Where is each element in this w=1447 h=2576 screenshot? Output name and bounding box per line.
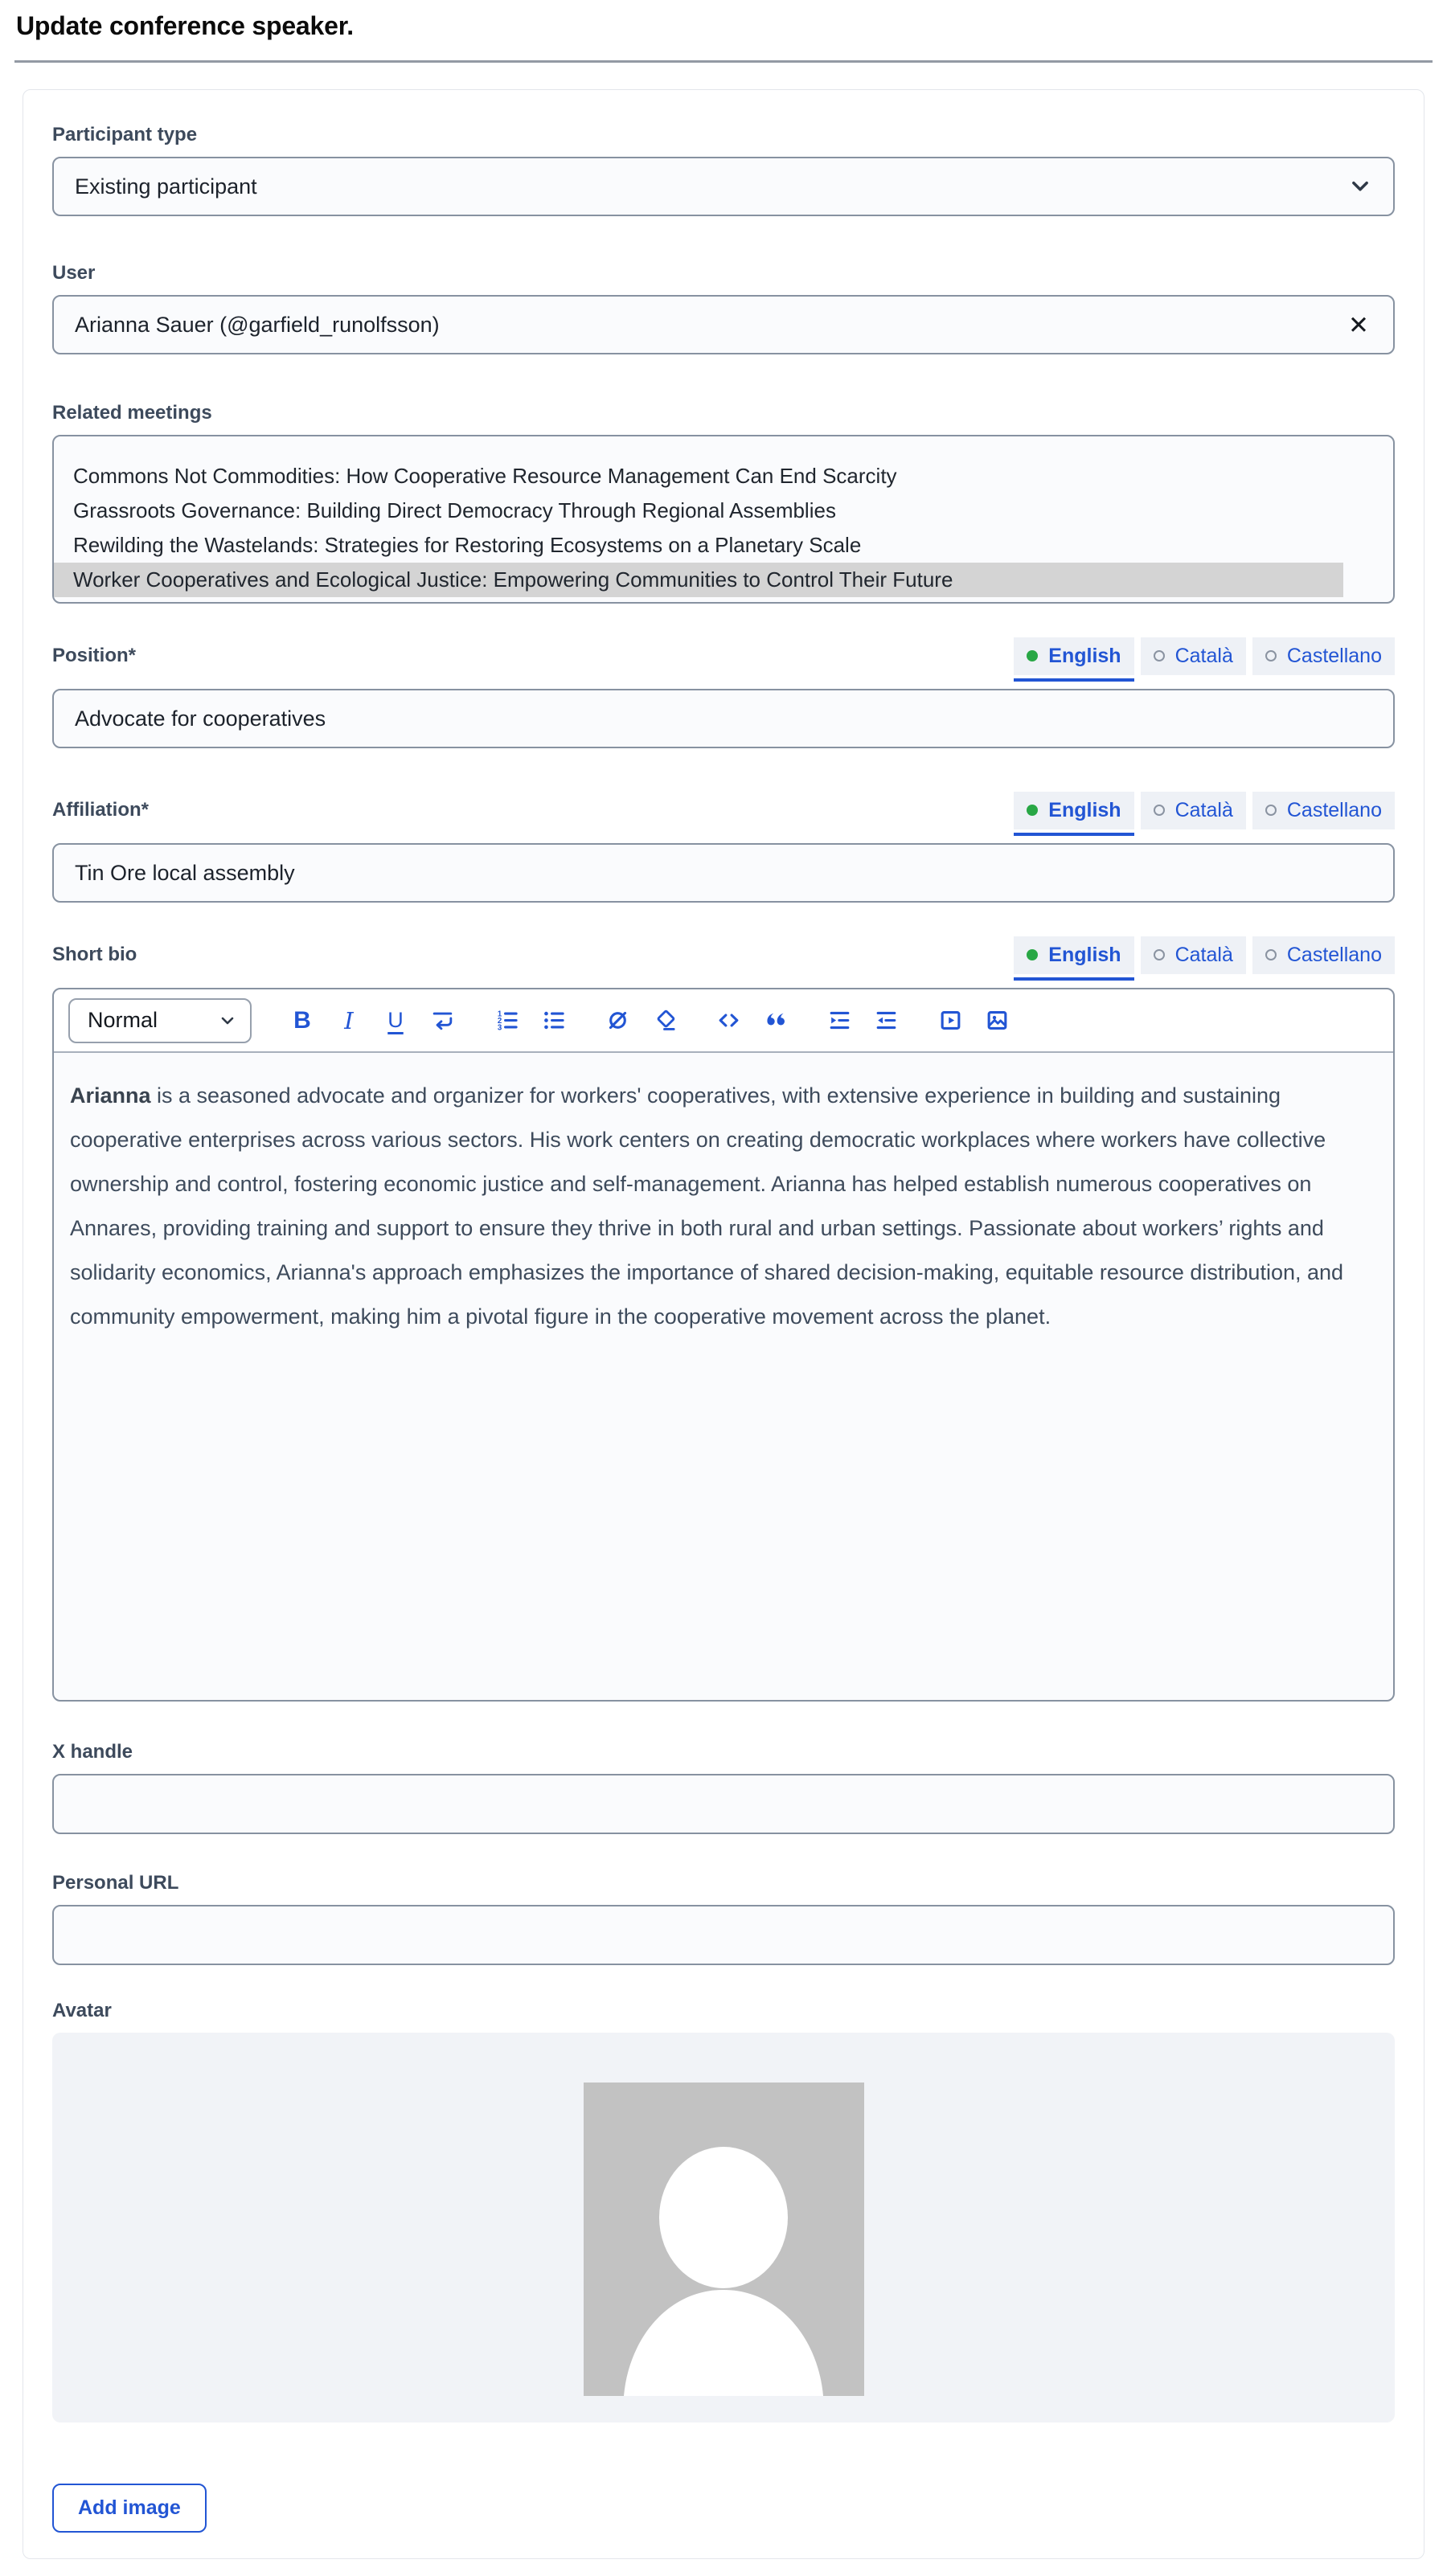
translated-dot-icon bbox=[1027, 650, 1038, 661]
meeting-option-selected[interactable]: Worker Cooperatives and Ecological Justice: Empowering Communities to Control Their Future bbox=[54, 563, 1343, 597]
untranslated-circle-icon bbox=[1154, 805, 1165, 816]
lang-tab-english[interactable] bbox=[1014, 792, 1133, 829]
title-divider bbox=[14, 60, 1433, 63]
code-block-icon[interactable] bbox=[715, 1005, 742, 1036]
participant-type-value: Existing participant bbox=[75, 174, 257, 199]
lang-tab-catala[interactable] bbox=[1141, 936, 1246, 974]
affiliation-input[interactable] bbox=[52, 843, 1395, 903]
unordered-list-icon[interactable] bbox=[539, 1005, 567, 1036]
toolbar-group-lists bbox=[493, 1005, 567, 1036]
toolbar-group-indent bbox=[826, 1005, 900, 1036]
italic-icon[interactable]: I bbox=[335, 1005, 363, 1036]
add-image-button[interactable]: Add image bbox=[52, 2484, 207, 2533]
video-embed-icon[interactable] bbox=[937, 1005, 964, 1036]
user-input[interactable] bbox=[52, 295, 1395, 354]
language-switcher bbox=[1014, 792, 1395, 829]
lang-tab-castellano[interactable] bbox=[1252, 936, 1395, 974]
chevron-down-icon bbox=[218, 1011, 237, 1030]
chevron-down-icon bbox=[1348, 174, 1372, 199]
lang-tab-catala[interactable] bbox=[1141, 792, 1246, 829]
participant-type-select[interactable] bbox=[52, 157, 1395, 216]
image-icon[interactable] bbox=[983, 1005, 1010, 1036]
lang-label: Català bbox=[1174, 798, 1233, 821]
untranslated-circle-icon bbox=[1265, 805, 1277, 816]
lang-label: English bbox=[1048, 943, 1121, 966]
indent-increase-icon[interactable] bbox=[826, 1005, 853, 1036]
position-input[interactable] bbox=[52, 689, 1395, 748]
lang-label: English bbox=[1048, 644, 1121, 667]
lang-tab-english[interactable] bbox=[1014, 637, 1133, 675]
lang-label: Castellano bbox=[1286, 943, 1382, 966]
svg-text:2: 2 bbox=[497, 1016, 502, 1026]
affiliation-value: Tin Ore local assembly bbox=[75, 860, 295, 885]
bio-paragraph bbox=[70, 1074, 1377, 1339]
toolbar-group-blocks bbox=[715, 1005, 789, 1036]
language-switcher bbox=[1014, 637, 1395, 675]
toolbar-group-text bbox=[289, 1005, 456, 1036]
svg-text:1: 1 bbox=[497, 1010, 502, 1019]
short-bio-label: Short bio bbox=[52, 944, 137, 965]
rich-text-editor bbox=[52, 988, 1395, 1702]
position-label: Position* bbox=[52, 645, 137, 666]
untranslated-circle-icon bbox=[1154, 650, 1165, 661]
meeting-option[interactable]: Rewilding the Wastelands: Strategies for Restoring Ecosystems on a Planetary Scale bbox=[73, 533, 862, 557]
svg-text:3: 3 bbox=[497, 1023, 502, 1033]
toolbar-group-link bbox=[604, 1005, 678, 1036]
indent-decrease-icon[interactable] bbox=[872, 1005, 900, 1036]
translated-dot-icon bbox=[1027, 949, 1038, 960]
avatar-label: Avatar bbox=[52, 2000, 112, 2021]
lang-label: Català bbox=[1174, 943, 1233, 966]
clear-user-icon[interactable]: ✕ bbox=[1348, 310, 1369, 339]
clear-formatting-icon[interactable] bbox=[650, 1005, 678, 1036]
avatar-placeholder-image bbox=[584, 2083, 864, 2396]
meeting-option[interactable]: Grassroots Governance: Building Direct Democracy Through Regional Assemblies bbox=[73, 498, 836, 522]
position-value: Advocate for cooperatives bbox=[75, 706, 326, 731]
translated-dot-icon bbox=[1027, 805, 1038, 816]
untranslated-circle-icon bbox=[1265, 650, 1277, 661]
lang-tab-castellano[interactable] bbox=[1252, 792, 1395, 829]
untranslated-circle-icon bbox=[1154, 949, 1165, 960]
user-label: User bbox=[52, 262, 96, 284]
avatar-preview-panel bbox=[52, 2033, 1395, 2422]
blockquote-icon[interactable] bbox=[761, 1005, 789, 1036]
language-switcher bbox=[1014, 936, 1395, 974]
lang-tab-catala[interactable] bbox=[1141, 637, 1246, 675]
lang-label: Català bbox=[1174, 644, 1233, 667]
lang-tab-english[interactable] bbox=[1014, 936, 1133, 974]
lang-label: English bbox=[1048, 798, 1121, 821]
editor-toolbar bbox=[54, 989, 1393, 1053]
bold-icon[interactable]: B bbox=[289, 1005, 316, 1036]
link-icon[interactable] bbox=[604, 1005, 631, 1036]
paragraph-style-value: Normal bbox=[88, 1008, 158, 1032]
personal-url-input[interactable] bbox=[52, 1905, 1395, 1965]
bio-text: is a seasoned advocate and organizer for workers' cooperatives, with extensive experience in building and sustaining cooperative enterprises across various sectors. His work centers on creating democratic workplaces where workers have collective ownership and control, fostering economic justice and self-management. Arianna has helped establish numerous cooperatives on Annares, providing training and support to ensure they thrive in both rural and urban settings. Passionate about workers’ rights and solidarity economics, Arianna's approach emphasizes the importance of shared decision-making, equitable resource distribution, and community empowerment, making him a pivotal figure in the cooperative movement across the planet. bbox=[70, 1083, 1344, 1329]
toolbar-group-media bbox=[937, 1005, 1010, 1036]
related-meetings-label: Related meetings bbox=[52, 402, 212, 424]
participant-type-label: Participant type bbox=[52, 124, 198, 145]
affiliation-label: Affiliation* bbox=[52, 799, 149, 821]
bio-lead: Arianna bbox=[70, 1083, 151, 1108]
personal-url-label: Personal URL bbox=[52, 1872, 179, 1894]
user-value: Arianna Sauer (@garfield_runolfsson) bbox=[75, 312, 440, 337]
line-break-icon[interactable] bbox=[428, 1005, 456, 1036]
meeting-option[interactable]: Commons Not Commodities: How Cooperative Resource Management Can End Scarcity bbox=[73, 464, 897, 488]
lang-label: Castellano bbox=[1286, 798, 1382, 821]
paragraph-style-select[interactable] bbox=[68, 998, 252, 1043]
related-meetings-listbox[interactable] bbox=[52, 435, 1395, 604]
lang-tab-castellano[interactable] bbox=[1252, 637, 1395, 675]
ordered-list-icon[interactable] bbox=[493, 1005, 520, 1036]
editor-content[interactable] bbox=[54, 1053, 1393, 1700]
speaker-form-card bbox=[23, 89, 1424, 2559]
x-handle-label: X handle bbox=[52, 1741, 133, 1763]
page-title: Update conference speaker. bbox=[16, 11, 354, 40]
untranslated-circle-icon bbox=[1265, 949, 1277, 960]
x-handle-input[interactable] bbox=[52, 1774, 1395, 1834]
underline-icon[interactable]: U bbox=[382, 1005, 409, 1036]
lang-label: Castellano bbox=[1286, 644, 1382, 667]
